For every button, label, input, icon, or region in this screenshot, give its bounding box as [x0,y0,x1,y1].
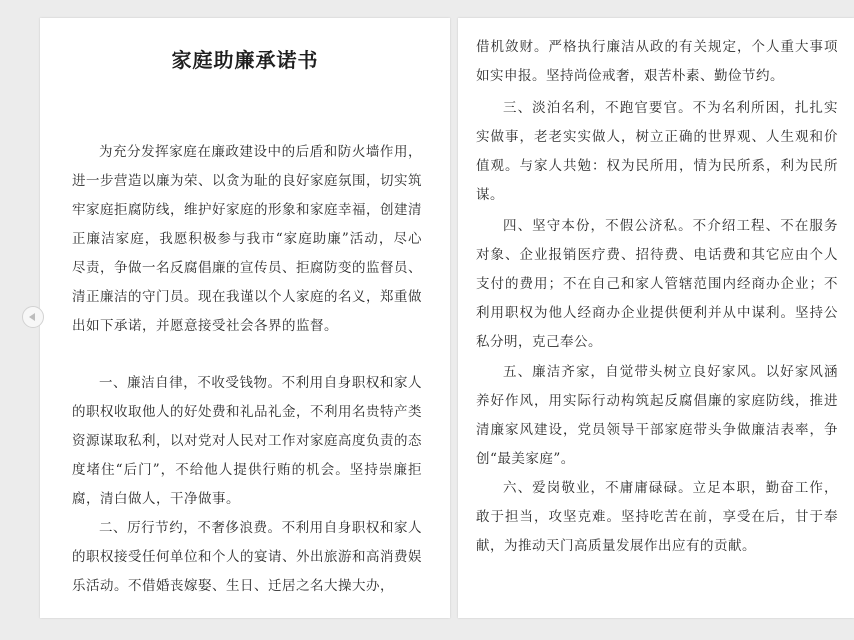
document-title: 家庭助廉承诺书 [171,48,319,72]
chevron-left-icon [29,313,35,321]
page-right [458,18,854,618]
pledge-paragraph-4: 四、坚守本份，不假公济私。不介绍工程、不在服务对象、企业报销医疗费、招待费、电话费和其它应由个人支付的费用；不在自己和家人管辖范围内经商办企业；不利用职权为他人经商办企业提供便利并从中谋利。坚持公私分明，克己奉公。 [476,218,838,350]
pledge-paragraph-5: 五、廉洁齐家，自觉带头树立良好家风。以好家风涵养好作风，用实际行动构筑起反腐倡廉的家庭防线，推进清廉家风建设，党员领导干部家庭带头争做廉洁表率，争创“最美家庭”。 [476,364,838,467]
page-left [40,18,450,618]
pledge-paragraph-2: 二、厉行节约，不奢侈浪费。不利用自身职权和家人的职权接受任何单位和个人的宴请、外出旅游和高消费娱乐活动。不借婚丧嫁娶、生日、迁居之名大操大办， [72,520,422,594]
pledge-paragraph-3: 三、淡泊名利，不跑官要官。不为名利所困，扎扎实实做事，老老实实做人，树立正确的世界观、人生观和价值观。与家人共勉：权为民所用，情为民所系，利为民所谋。 [476,100,838,203]
previous-page-button[interactable] [22,306,44,328]
pledge-paragraph-1: 一、廉洁自律，不收受钱物。不利用自身职权和家人的职权收取他人的好处费和礼品礼金，不利用名贵特产类资源谋取私利，以对党对人民对工作对家庭高度负责的态度堵住“后门”，不给他人提供行贿的机会。坚持崇廉拒腐，清白做人，干净做事。 [72,375,422,507]
continued-paragraph: 借机敛财。严格执行廉洁从政的有关规定，个人重大事项如实申报。坚持尚俭戒奢，艰苦朴素、勤俭节约。 [476,39,838,84]
pledge-paragraph-6: 六、爱岗敬业，不庸庸碌碌。立足本职，勤奋工作，敢于担当，攻坚克难。坚持吃苦在前，享受在后，甘于奉献，为推动天门高质量发展作出应有的贡献。 [476,480,838,554]
intro-paragraph: 为充分发挥家庭在廉政建设中的后盾和防火墙作用，进一步营造以廉为荣、以贪为耻的良好家庭氛围，切实筑牢家庭拒腐防线，维护好家庭的形象和家庭幸福，创建清正廉洁家庭，我愿积极参与我市“家庭助廉”活动，尽心尽责，争做一名反腐倡廉的宣传员、拒腐防变的监督员、清正廉洁的守门员。现在我谨以个人家庭的名义，郑重做出如下承诺，并愿意接受社会各界的监督。 [72,144,422,334]
